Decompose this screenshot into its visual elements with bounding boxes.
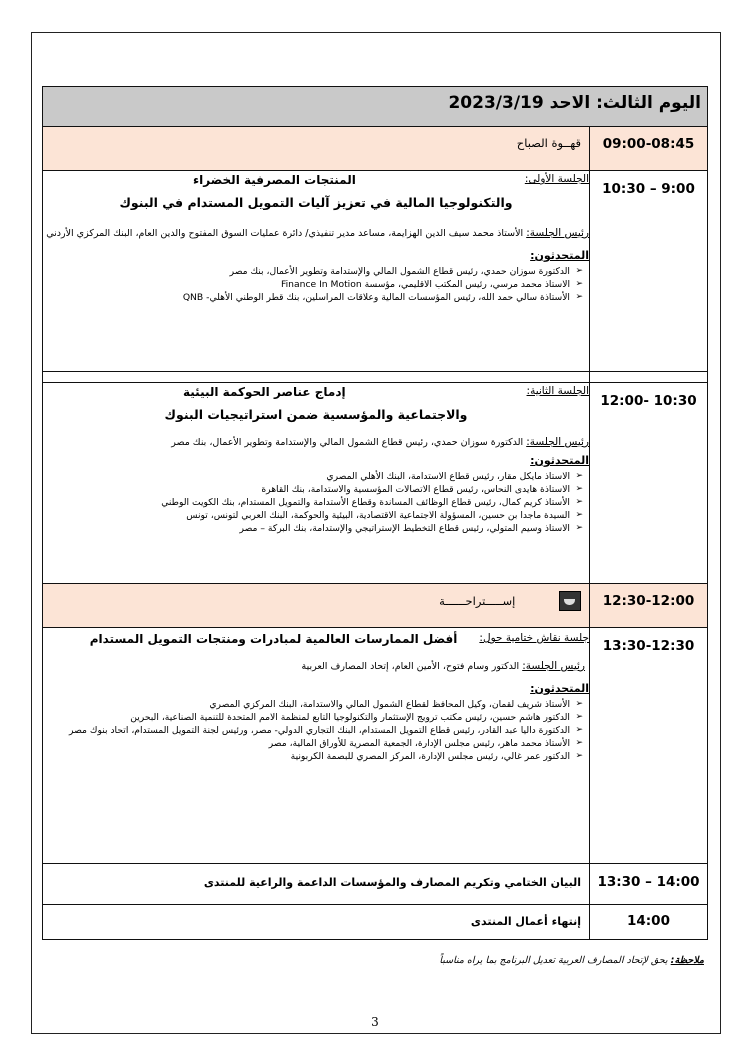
speaker-item: ➢ السيدة ماجدا بن حسين، المسؤولة الاجتماعية الاقتصادية، البيئية والحوكمة، البنك العربي لتونس، تونس xyxy=(43,509,583,522)
session2-chair-text: الدكتورة سوزان حمدي، رئيس قطاع الشمول المالي والإستدامة وتطوير الأعمال، بنك مصر xyxy=(171,437,524,448)
day-header-row xyxy=(43,87,708,127)
session2-row xyxy=(43,383,708,584)
session3-chair-text: الدكتور وسام فتوح، الأمين العام، إتحاد المصارف العربية xyxy=(301,661,520,672)
session2-details xyxy=(43,383,590,584)
break-row xyxy=(43,584,708,628)
coffee-cup-icon xyxy=(559,591,581,611)
session1-time: 10:30 – 9:00 xyxy=(590,171,708,372)
speaker-item: ➢ الدكتورة سوزان حمدي، رئيس قطاع الشمول المالي والإستدامة وتطوير الأعمال، بنك مصر xyxy=(43,265,583,278)
note xyxy=(439,955,704,966)
page-number: 3 xyxy=(371,1015,379,1029)
session2-chair-label: رئيس الجلسة: xyxy=(526,436,589,448)
program-table xyxy=(42,86,708,940)
break-label: إســـــتراحــــــة xyxy=(439,593,516,608)
break-time: 12:30-12:00 xyxy=(590,584,708,628)
session3-chair xyxy=(43,660,589,672)
speaker-item: ➢ الاستاذ محمد مرسي، رئيس المكتب الاقليمي، مؤسسة Finance In Motion xyxy=(43,278,583,291)
end-row xyxy=(43,905,708,940)
day-title-date: الاحد 2023/3/19 xyxy=(448,93,591,113)
session2-label: الجلسة الثانية: xyxy=(526,385,589,397)
session3-title: أفضل الممارسات العالمية لمبادرات ومنتجات التمويل المستدام xyxy=(89,632,458,646)
session1-label: الجلسة الأولى: xyxy=(524,173,589,185)
closing-label: البيان الختامي وتكريم المصارف والمؤسسات الداعمة والراعية للمنتدى xyxy=(43,864,590,905)
coffee-time: 09:00-08:45 xyxy=(590,127,708,171)
spacer-row xyxy=(43,372,708,383)
speaker-item: ➢ الاستاذة هايدى النحاس، رئيس قطاع الاتصالات المؤسسية والاستدامة، بنك القاهرة xyxy=(43,483,583,496)
speaker-item: ➢ الدكتور هاشم حسين، رئيس مكتب ترويج الإستثمار والتكنولوجيا التابع لمنظمة الامم المتحدة للتنمية الصناعية، البحرين xyxy=(43,711,583,724)
session2-title2: والاجتماعية والمؤسسية ضمن استراتيجيات البنوك xyxy=(164,407,468,422)
speaker-item: ➢ الاستاذ مايكل مقار، رئيس قطاع الاستدامة، البنك الأهلي المصري xyxy=(43,470,583,483)
session1-chair-text: الأستاذ محمد سيف الدين الهزايمة، مساعد مدير تنفيذي/ دائرة عمليات السوق المفتوح والدين العام، البنك المركزي الأردني xyxy=(46,228,524,239)
session3-time: 13:30-12:30 xyxy=(590,628,708,864)
note-text: يحق لإتحاد المصارف العربية تعديل البرنامج بما يراه مناسباً xyxy=(439,955,668,966)
end-time: 14:00 xyxy=(590,905,708,940)
speaker-item: ➢ الأستاذ محمد ماهر، رئيس مجلس الإدارة، الجمعية المصرية للأوراق المالية، مصر xyxy=(43,737,583,750)
note-label: ملاحظة: xyxy=(670,955,704,966)
day-title-label: اليوم الثالث: xyxy=(596,93,701,113)
closing-time: 13:30 – 14:00 xyxy=(590,864,708,905)
session3-speakers-label: المتحدثون: xyxy=(530,682,589,695)
coffee-label: قهــوة الصباح xyxy=(43,127,590,171)
session1-row xyxy=(43,171,708,372)
speaker-item: ➢ الأستاذ شريف لقمان، وكيل المحافظ لقطاع الشمول المالي والاستدامة، البنك المركزي المصري xyxy=(43,698,583,711)
session2-title1: إدماج عناصر الحوكمة البيئية xyxy=(183,385,346,399)
coffee-row xyxy=(43,127,708,171)
session1-speakers-label: المتحدثون: xyxy=(530,249,589,262)
break-label-cell xyxy=(43,584,590,628)
session1-title2: والتكنولوجيا المالية في تعزيز آليات التمويل المستدام في البنوك xyxy=(119,195,513,210)
speaker-item: ➢ الأستاذة سالي حمد الله، رئيس المؤسسات المالية وعلاقات المراسلين، بنك قطر الوطني الأهلي- QNB xyxy=(43,291,583,304)
session3-speakers xyxy=(43,698,589,763)
closing-row xyxy=(43,864,708,905)
session2-chair xyxy=(43,436,589,448)
session1-details xyxy=(43,171,590,372)
session2-speakers xyxy=(43,470,589,535)
speaker-item: ➢ الدكتورة داليا عبد القادر، رئيس قطاع التمويل المستدام، البنك التجاري الدولي- مصر، ورئيس لجنة التمويل المستدام، اتحاد بنوك مصر xyxy=(43,724,583,737)
speaker-item: ➢ الأستاذ كريم كمال، رئيس قطاع الوظائف المساندة وقطاع الأستدامة والتمويل المستدام، بنك الكويت الوطني xyxy=(43,496,583,509)
end-label: إنتهاء أعمال المنتدى xyxy=(43,905,590,940)
session1-speakers xyxy=(43,265,589,304)
session3-details xyxy=(43,628,590,864)
session1-title1: المنتجات المصرفية الخضراء xyxy=(193,173,356,187)
session2-speakers-label: المتحدثون: xyxy=(530,454,589,467)
session3-chair-label: رئيس الجلسة: xyxy=(522,660,585,672)
speaker-item: ➢ الدكتور عمر غالي، رئيس مجلس الإدارة، المركز المصري للبصمة الكربونية xyxy=(43,750,583,763)
session3-row xyxy=(43,628,708,864)
speaker-item: ➢ الاستاذ وسيم المتولي، رئيس قطاع التخطيط الإستراتيجي والإستدامة، بنك البركة – مصر xyxy=(43,522,583,535)
session3-label: جلسة نقاش ختامية حول: xyxy=(479,632,589,644)
session2-time: 12:00- 10:30 xyxy=(590,383,708,584)
day-title xyxy=(43,87,708,127)
session1-chair-label: رئيس الجلسة: xyxy=(526,227,589,239)
session1-chair xyxy=(43,226,589,241)
